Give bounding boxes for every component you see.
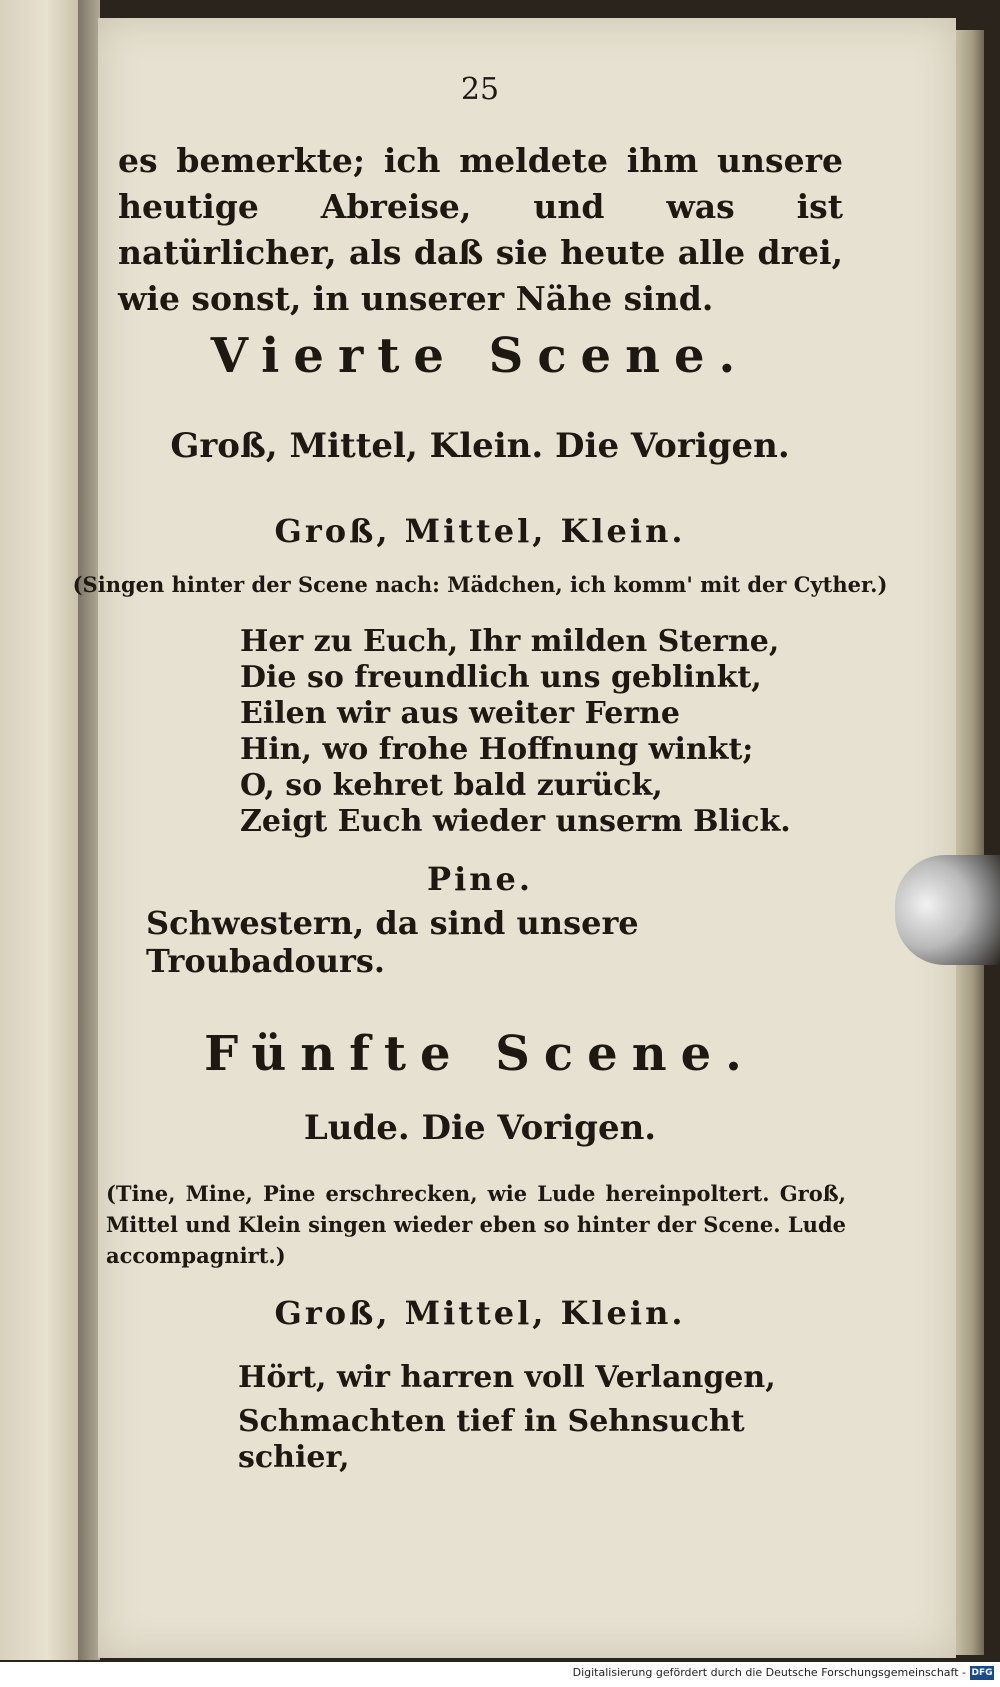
verse-line: O, so kehret bald zurück, xyxy=(240,768,663,803)
speaker-heading: Groß, Mittel, Klein. xyxy=(274,512,686,550)
dfg-logo-icon: DFG xyxy=(971,1668,993,1678)
footer-credit: Digitalisierung gefördert durch die Deutsche Forschungsgemeinschaft - xyxy=(572,1666,966,1679)
page-number: 25 xyxy=(460,72,500,107)
verse-block xyxy=(240,624,840,840)
verse-line: Hin, wo frohe Hoffnung winkt; xyxy=(240,732,754,767)
verse-block xyxy=(238,1360,838,1475)
verse-line: Her zu Euch, Ihr milden Sterne, xyxy=(240,624,780,659)
scene-title-5: Fünfte Scene. xyxy=(204,1026,756,1082)
prose-paragraph: es bemerkte; ich meldete ihm unsere heutige Abreise, und was ist natürlicher, als daß sie heute alle drei, wie sonst, in unserer Nähe sind. xyxy=(118,141,843,318)
speaker-heading: Groß, Mittel, Klein. xyxy=(274,1294,686,1332)
footer-bar xyxy=(0,1662,1000,1687)
speech-line: Schwestern, da sind unsere Troubadours. xyxy=(146,904,639,980)
stage-direction: (Singen hinter der Scene nach: Mädchen, ich komm' mit der Cyther.) xyxy=(72,572,888,597)
verse-line: Die so freundlich uns geblinkt, xyxy=(240,660,762,695)
verse-line: Zeigt Euch wieder unserm Blick. xyxy=(240,804,791,839)
scene-characters-5: Lude. Die Vorigen. xyxy=(303,1108,657,1148)
verse-line: Schmachten tief in Sehnsucht schier, xyxy=(238,1404,745,1475)
scene-title-4: Vierte Scene. xyxy=(210,328,750,384)
verse-line: Eilen wir aus weiter Ferne xyxy=(240,696,681,731)
book-gutter xyxy=(78,0,100,1660)
stage-direction: (Tine, Mine, Pine erschrecken, wie Lude hereinpoltert. Groß, Mittel und Klein singen wieder eben so hinter der Scene. Lude accompagnirt.) xyxy=(106,1181,846,1268)
verse-line: Hört, wir harren voll Verlangen, xyxy=(238,1360,776,1395)
speaker-name: Pine. xyxy=(427,860,533,898)
page-edge xyxy=(956,30,984,1655)
left-page-edge xyxy=(0,0,80,1660)
scene-characters-4: Groß, Mittel, Klein. Die Vorigen. xyxy=(170,426,790,466)
